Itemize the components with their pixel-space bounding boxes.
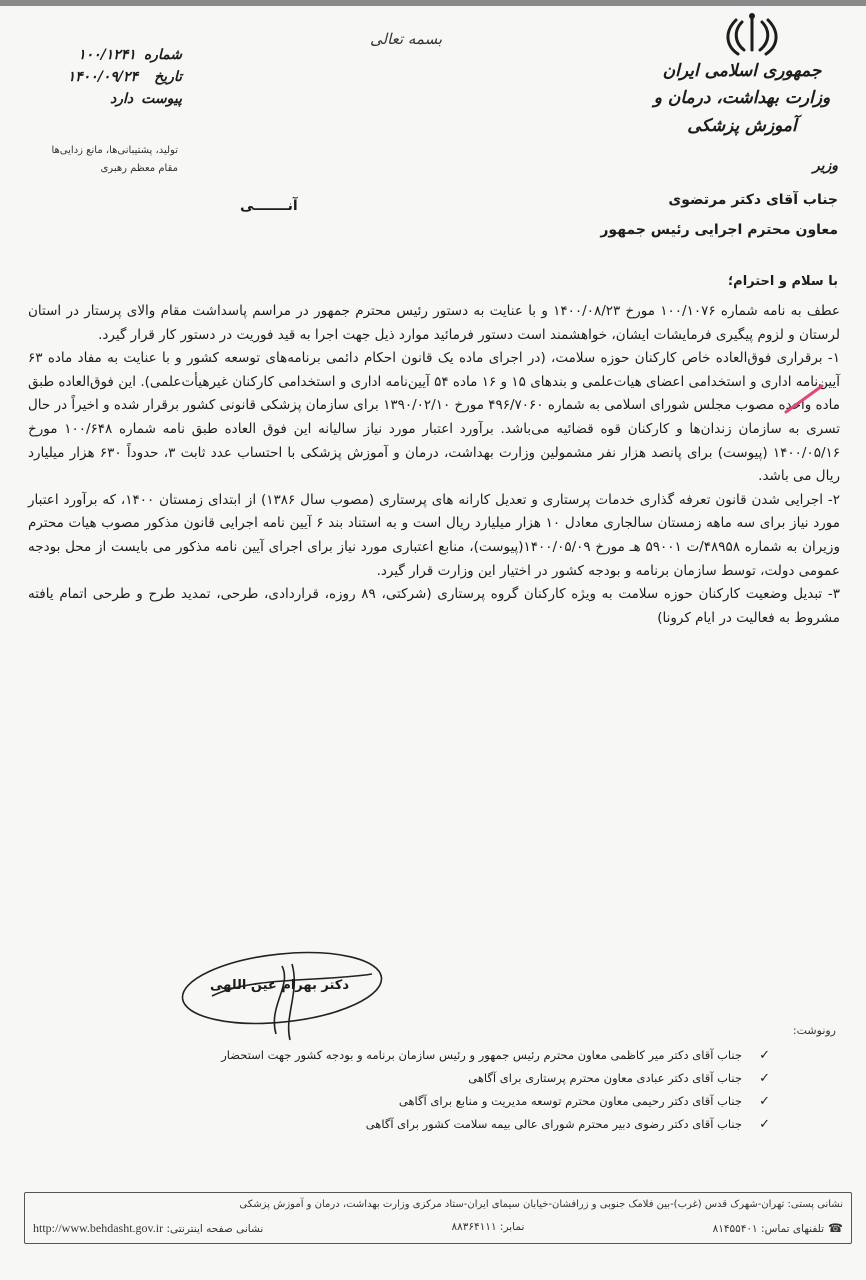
footer-phone: ☎تلفنهای تماس: ۸۱۴۵۵۴۰۱: [712, 1221, 843, 1235]
bismillah: بسمه تعالی: [370, 30, 443, 48]
meta-date: تاریخ ۱۴۰۰/۰۹/۲۴: [67, 69, 182, 85]
body-paragraph: ۳- تبدیل وضعیت کارکنان حوزه سلامت به ویژه کارکنان گروه پرستاری (شرکتی، ۸۹ روزه، قراردادی، طرحی، تمدید طرح و طرحی اتمام یافته مشروط به فعالیت در ایام کرونا): [28, 586, 840, 626]
addressee-title: معاون محترم اجرایی رئیس جمهور: [600, 222, 838, 238]
top-note: تولید، پشتیبانی‌ها، مانع زدایی‌ها مقام معظم رهبری: [51, 145, 178, 174]
greeting: با سلام و احترام؛: [727, 274, 838, 289]
footer-box: [24, 1192, 852, 1244]
cc-item: ✓ جناب آقای دکتر عبادی معاون محترم پرستاری برای آگاهی: [90, 1067, 770, 1090]
letterhead: [642, 58, 842, 140]
checkmark-icon: ✓: [759, 1094, 770, 1109]
cc-item: ✓ جناب آقای دکتر میر کاظمی معاون محترم رئیس جمهور و رئیس سازمان برنامه و بودجه کشور جهت استحضار: [90, 1044, 770, 1067]
checkmark-icon: ✓: [759, 1071, 770, 1086]
org-name: جمهوری اسلامی ایران: [662, 61, 822, 81]
body-paragraph: ۱- برقراری فوق‌العاده خاص کارکنان حوزه سلامت، (در اجرای ماده یک قانون احکام دائمی برنامه‌های توسعه کشور و با عنایت به مفاد ماده ۶۳ آیین‌نامه اداری و استخدامی اعضای هیات‌علمی و بندهای ۱۵ و ۱۶ ماده ۵۴ آیین‌نامه اداری و استخدامی کارکنان غیرهیأت‌علمی). این فوق‌العاده طبق ماده واحده مصوب مجلس شورای اسلامی به شماره ۴۹۶/۷۰۶۰ مورخ ۱۳۹۰/۰۲/۱۰ برای سازمان پزشکی قانونی کشور برقرار شده و اخیراً در حال تسری به سازمان زندان‌ها و کارکنان قوه قضائیه می‌باشد. برآورد اعتبار مورد نیاز سالیانه این فوق العاده طبق نامه شماره ۱۰۰/۶۴۸ مورخ ۱۴۰۰/۰۵/۱۶ (پیوست) برای پانصد هزار نفر مشمولین وزارت بهداشت، درمان و آموزش پزشکی با احتساب عدد ثابت ۳، حدوداً ۶۳۰ هزار میلیارد ریال می باشد.: [28, 350, 841, 485]
cc-label: رونوشت:: [792, 1024, 836, 1037]
minister-title: وزیر: [812, 158, 838, 174]
pen-mark-icon: [782, 382, 826, 416]
footer-fax: نمابر: ۸۸۳۶۴۱۱۱: [451, 1221, 525, 1233]
iran-emblem-icon: [716, 10, 788, 58]
cc-item: ✓ جناب آقای دکتر رحیمی معاون محترم توسعه مدیریت و منابع برای آگاهی: [90, 1090, 770, 1113]
letter-body: [28, 300, 840, 630]
letter-page: [0, 6, 866, 1280]
footer-website: نشانی صفحه اینترنتی: http://www.behdasht.gov.ir: [33, 1221, 264, 1235]
meta-attachment: پیوست دارد: [110, 91, 182, 107]
website-link[interactable]: http://www.behdasht.gov.ir: [33, 1221, 164, 1235]
checkmark-icon: ✓: [759, 1048, 770, 1063]
urgency-label: آنـــــــی: [240, 198, 298, 214]
cc-list: [90, 1044, 770, 1136]
telephone-icon: ☎: [828, 1221, 843, 1235]
body-paragraph: ۲- اجرایی شدن قانون تعرفه گذاری خدمات پرستاری و تعدیل کارانه های پرستاری (مصوب سال ۱۳۸۶) از ابتدای زمستان ۱۴۰۰، که برآورد اعتبار مورد نیاز برای سه ماهه زمستان سالجاری معادل ۱۰ هزار میلیارد ریال است و به استناد بند ۶ آیین نامه اجرایی قانون مذکور مصوب هیات محترم وزیران به شماره ۴۸۹۵۸/ت ۵۹۰۰۱ هـ مورخ ۱۴۰۰/۰۵/۰۹(پیوست)، منابع اعتباری مورد نیاز برای اجرای آیین نامه مذکور می بایست از محل بودجه عمومی دولت، توسط سازمان برنامه و بودجه کشور در اختیار این وزارت قرار گیرد.: [28, 491, 840, 579]
checkmark-icon: ✓: [759, 1117, 770, 1132]
letter-meta: [32, 44, 182, 110]
footer-contacts: [33, 1221, 843, 1236]
body-paragraph: عطف به نامه شماره ۱۰۰/۱۰۷۶ مورخ ۱۴۰۰/۰۸/۲۳ و با عنایت به دستور رئیس محترم جمهور در مراسم پاسداشت مقام والای پرستار در استان لرستان و لزوم پیگیری فرمایشات ایشان، خواهشمند است دستور فرمائید موارد ذیل جهت اجرا به قید فوریت در دستور کار قرار گیرد.: [28, 303, 840, 343]
footer-address: نشانی پستی: تهران-شهرک قدس (غرب)-بین فلامک جنوبی و زرافشان-خیابان سیمای ایران-ستاد مرکزی وزارت بهداشت، درمان و آموزش پزشکی: [239, 1199, 843, 1210]
cc-item: ✓ جناب آقای دکتر رضوی دبیر محترم شورای عالی بیمه سلامت کشور برای آگاهی: [90, 1113, 770, 1136]
meta-number: شماره ۱۰۰/۱۲۴۱: [78, 47, 182, 63]
signatory-name: دکتر بهرام عین اللهی: [210, 978, 350, 993]
addressee-name: جناب آقای دکتر مرتضوی: [668, 192, 838, 208]
ministry-name: وزارت بهداشت، درمان و آموزش پزشکی: [653, 88, 831, 136]
